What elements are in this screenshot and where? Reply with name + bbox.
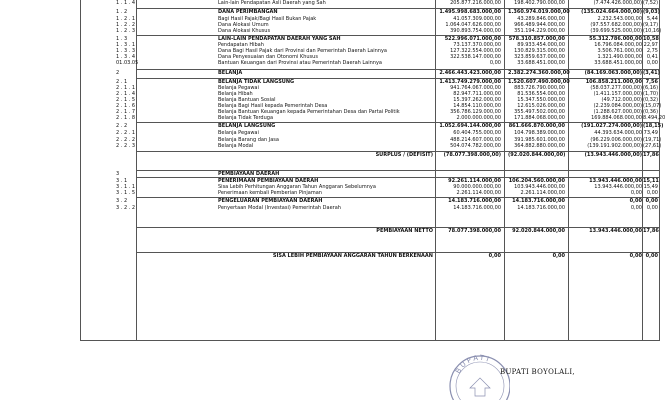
budget-table	[80, 0, 665, 340]
row-revised-value: 2.261.114.000,00	[520, 190, 565, 196]
row-budget-value: 14.854.110.000,00	[453, 103, 501, 109]
row-revised-value: 1.360.974.019.000,00	[508, 9, 570, 15]
table-row	[80, 28, 660, 34]
row-revised-value: 15.347.550.000,00	[517, 97, 565, 103]
row-code: 2 . 1 . 1	[116, 85, 136, 91]
row-code: 2 . 2	[116, 123, 128, 129]
row-budget-value: 2.261.114.000,00	[456, 190, 501, 196]
row-budget-value: 1.413.749.279.000,00	[439, 79, 501, 85]
row-budget-value: 2.000.000.000,00	[456, 115, 501, 121]
row-revised-value: 0,00	[552, 253, 565, 259]
row-revised-value: 43.289.846.000,00	[517, 16, 565, 22]
row-code	[116, 152, 160, 158]
row-difference-value: (1.288.627.000,00)	[593, 109, 642, 115]
row-code: 1 . 1 . 4	[116, 0, 136, 6]
row-account-name: Belanja Bagi Hasil kepada Pemerintah Desa	[218, 103, 328, 109]
row-percent-value: 10,58	[643, 36, 659, 42]
section-rule	[136, 170, 660, 171]
row-revised-value: 92.020.844.000,00	[512, 228, 565, 234]
row-difference-value: 0,00	[629, 198, 642, 204]
row-revised-value: 355.497.502.000,00	[514, 109, 565, 115]
row-percent-value: (19,71)	[643, 137, 662, 143]
row-difference-value: 13.943.446.000,00	[589, 178, 642, 184]
row-percent-value: 0,00	[645, 253, 658, 259]
row-revised-value: 966.489.944.000,00	[514, 22, 565, 28]
table-row	[80, 70, 660, 76]
row-difference-value: 0,00	[630, 190, 642, 196]
row-code: 2	[116, 70, 120, 76]
row-code: 1 . 2	[116, 9, 128, 15]
row-budget-value: 0,00	[489, 60, 501, 66]
row-account-name: Dana Penyesuaian dan Otonomi Khusus	[218, 54, 318, 60]
table-row	[80, 228, 660, 234]
row-difference-value: 0,00	[629, 253, 642, 259]
table-row	[80, 253, 660, 259]
row-budget-value: 78.077.398.000,00	[448, 228, 501, 234]
row-percent-value: 2,75	[646, 48, 658, 54]
row-budget-value: 60.404.755.000,00	[453, 130, 501, 136]
row-account-name: Bagi Hasil Pajak/Bagi Hasil Bukan Pajak	[218, 16, 317, 22]
row-budget-value: 1.064.047.626.000,00	[445, 22, 501, 28]
row-code: 2 . 1 . 8	[116, 115, 136, 121]
row-account-name: SISA LEBIH PEMBIAYAAN ANGGARAN TAHUN BERKENAAN	[272, 253, 433, 259]
row-budget-value: 14.183.716.000,00	[448, 198, 501, 204]
row-revised-value: 198.402.790.000,00	[514, 0, 565, 6]
row-code	[116, 228, 160, 234]
table-row	[80, 143, 660, 149]
row-revised-value: 391.985.601.000,00	[514, 137, 565, 143]
row-code: 2 . 2 . 2	[116, 137, 136, 143]
row-account-name: LAIN-LAIN PENDAPATAN DAERAH YANG SAH	[218, 36, 341, 42]
row-budget-value: 522.996.071.000,00	[444, 36, 501, 42]
row-percent-value: 17,86	[643, 152, 659, 158]
row-account-name: Belanja Bantuan Keuangan kepada Pemerintahan Desa dan Partai Politik	[218, 109, 400, 115]
section-rule	[136, 122, 660, 123]
section-rule	[136, 177, 660, 178]
row-budget-value: 205.877.216.000,00	[450, 0, 501, 6]
row-code: 2 . 2 . 3	[116, 143, 136, 149]
row-account-name: Belanja Pegawai	[218, 85, 259, 91]
row-difference-value: 44.393.634.000,00	[594, 130, 642, 136]
row-difference-value: (39.699.525.000,00)	[590, 28, 642, 34]
row-budget-value: 390.893.754.000,00	[450, 28, 501, 34]
row-account-name: BELANJA	[218, 70, 243, 76]
row-budget-value: 127.322.554.000,00	[450, 48, 501, 54]
row-difference-value: 3.506.761.000,00	[597, 48, 642, 54]
row-budget-value: 941.764.067.000,00	[450, 85, 501, 91]
row-revised-value: 883.726.790.000,00	[514, 85, 565, 91]
row-account-name: Sisa Lebih Perhitungan Anggaran Tahun Anggaran Sebelumnya	[218, 184, 376, 190]
row-code: 1 . 2 . 3	[116, 28, 136, 34]
row-difference-value: 106.858.211.000,00	[585, 79, 642, 85]
row-code: 3 . 2 . 2	[116, 205, 136, 211]
table-row	[80, 123, 664, 129]
row-account-name: Belanja Pegawai	[218, 130, 259, 136]
row-difference-value: (7.474.426.000,00)	[593, 0, 642, 6]
row-budget-value: 14.183.716.000,00	[453, 205, 501, 211]
row-account-name: PENERIMAAN PEMBIAYAAN DAERAH	[218, 178, 319, 184]
row-difference-value: 55.312.786.000,00	[589, 36, 642, 42]
row-revised-value: 351.194.229.000,00	[514, 28, 565, 34]
row-code: 1 . 3 . 4	[116, 54, 136, 60]
row-percent-value: (7,52)	[643, 0, 659, 6]
row-revised-value: 33.688.451.000,00	[517, 60, 565, 66]
row-account-name: PENGELUARAN PEMBIAYAAN DAERAH	[218, 198, 323, 204]
section-rule	[136, 69, 660, 70]
row-revised-value: 12.615.026.000,00	[517, 103, 565, 109]
row-budget-value: (78.077.398.000,00)	[443, 152, 501, 158]
row-budget-value: 15.397.262.000,00	[453, 97, 501, 103]
row-percent-value: (3,41)	[643, 70, 660, 76]
signature-block	[440, 348, 660, 400]
row-difference-value: 33.688.451.000,00	[594, 60, 642, 66]
row-budget-value: 322.538.147.000,00	[450, 54, 501, 60]
row-code: 3	[116, 171, 120, 177]
row-code: 2 . 1 . 4	[116, 91, 136, 97]
row-code: 01.03.05	[116, 60, 139, 66]
row-difference-value: (96.229.006.000,00)	[590, 137, 642, 143]
row-difference-value: (135.024.664.000,00)	[581, 9, 642, 15]
row-account-name: Dana Alokasi Umum	[218, 22, 269, 28]
row-revised-value: 171.884.068.000,00	[514, 115, 565, 121]
table-row	[80, 205, 660, 211]
row-code: 3 . 1 . 5	[116, 190, 136, 196]
row-percent-value: 7,56	[645, 79, 658, 85]
row-revised-value: 106.204.560.000,00	[508, 178, 565, 184]
table-row	[80, 198, 660, 204]
section-rule	[136, 252, 660, 253]
row-revised-value: 578.310.857.000,00	[508, 36, 565, 42]
row-account-name: Dana Bagi Hasil Pajak dari Provinsi dan Pemerintah Daerah Lainnya	[218, 48, 387, 54]
row-difference-value: (84.169.063.000,00)	[584, 70, 642, 76]
row-revised-value: 1.520.607.490.000,00	[508, 79, 570, 85]
row-percent-value: (10,16)	[643, 28, 662, 34]
row-difference-value: 0,00	[630, 205, 642, 211]
row-code: 3 . 1	[116, 178, 128, 184]
row-revised-value: 14.183.716.000,00	[512, 198, 565, 204]
row-account-name: Belanja Modal	[218, 143, 254, 149]
row-code: 3 . 1 . 1	[116, 184, 136, 190]
row-difference-value: (191.027.274.000,00)	[581, 123, 642, 129]
table-border-bottom	[80, 340, 660, 341]
row-account-name: DANA PERIMBANGAN	[218, 9, 278, 15]
row-account-name: Penerimaan kembali Pemberian Pinjaman	[218, 190, 322, 196]
row-revised-value: 323.859.637.000,00	[514, 54, 565, 60]
table-row	[80, 9, 660, 15]
row-percent-value: 15,49	[643, 184, 658, 190]
row-revised-value: 14.183.716.000,00	[517, 205, 565, 211]
row-percent-value: (18,15)	[643, 123, 664, 129]
row-code: 1 . 3	[116, 36, 128, 42]
section-rule	[136, 35, 660, 36]
row-account-name: Bantuan Keuangan dari Provinsi atau Pemerintah Daerah Lainnya	[218, 60, 382, 66]
row-percent-value: (0,36)	[643, 109, 659, 115]
row-budget-value: 356.786.129.000,00	[450, 109, 501, 115]
table-row	[80, 152, 660, 158]
row-code: 2 . 1 . 5	[116, 97, 136, 103]
row-difference-value: 13.943.446.000,00	[594, 184, 642, 190]
row-percent-value: 15,11	[643, 178, 659, 184]
row-percent-value: 5,44	[646, 16, 658, 22]
table-row	[80, 0, 660, 6]
row-account-name: PEMBIAYAAN NETTO	[376, 228, 433, 234]
row-difference-value: 169.884.068.000,00	[591, 115, 642, 121]
row-difference-value: 16.796.084.000,00	[594, 42, 642, 48]
row-budget-value: 1.052.694.144.000,00	[439, 123, 501, 129]
row-revised-value: 104.798.389.000,00	[514, 130, 565, 136]
row-difference-value: 2.232.543.000,00	[597, 16, 642, 22]
row-percent-value: 0,00	[645, 198, 658, 204]
row-code: 2 . 1 . 6	[116, 103, 136, 109]
row-revised-value: 2.382.274.360.000,00	[508, 70, 570, 76]
section-rule	[136, 78, 660, 79]
row-code: 1 . 2 . 1	[116, 16, 136, 22]
row-percent-value: 17,86	[643, 228, 659, 234]
row-budget-value: 504.074.782.000,00	[450, 143, 501, 149]
row-code: 1 . 3 . 3	[116, 48, 136, 54]
table-row	[80, 130, 660, 136]
row-revised-value: 364.882.880.000,00	[514, 143, 565, 149]
row-account-name: Belanja Barang dan Jasa	[218, 137, 279, 143]
row-code: 3 . 2	[116, 198, 128, 204]
table-row	[80, 115, 665, 121]
section-rule	[136, 151, 660, 152]
row-account-name: Penyertaan Modal (Investasi) Pemerintah Daerah	[218, 205, 341, 211]
row-code: 2 . 2 . 1	[116, 130, 136, 136]
row-percent-value: 0,41	[646, 54, 658, 60]
row-account-name: PEMBIAYAAN DAERAH	[218, 171, 280, 177]
section-rule	[136, 197, 660, 198]
row-code: 1 . 2 . 2	[116, 22, 136, 28]
row-account-name: Belanja Hibah	[218, 91, 253, 97]
row-percent-value: 8.494,20	[643, 115, 665, 121]
row-difference-value: 13.943.446.000,00	[589, 228, 642, 234]
row-budget-value: 488.214.607.000,00	[450, 137, 501, 143]
row-percent-value: (9,03)	[643, 9, 660, 15]
row-difference-value: (49.712.000,00)	[601, 97, 642, 103]
row-account-name: Belanja Bantuan Sosial	[218, 97, 276, 103]
row-budget-value: 41.057.309.000,00	[453, 16, 501, 22]
row-account-name: Pendapatan Hibah	[218, 42, 264, 48]
row-budget-value: 73.137.370.000,00	[453, 42, 501, 48]
row-difference-value: (97.557.682.000,00)	[590, 22, 642, 28]
row-difference-value: (13.943.446.000,00)	[584, 152, 642, 158]
row-account-name: BELANJA TIDAK LANGSUNG	[218, 79, 295, 85]
row-code: 1 . 3 . 1	[116, 42, 136, 48]
row-difference-value: 1.321.490.000,00	[597, 54, 642, 60]
row-percent-value: 0,00	[646, 205, 658, 211]
svg-text:BUPATI: BUPATI	[454, 353, 492, 376]
row-code	[116, 253, 160, 259]
row-percent-value: (6,16)	[643, 85, 659, 91]
row-account-name: SURPLUS / (DEFISIT)	[375, 152, 433, 158]
row-difference-value: (139.191.902.000,00)	[587, 143, 642, 149]
row-budget-value: 1.495.998.683.000,00	[439, 9, 501, 15]
row-budget-value: 82.947.711.000,00	[453, 91, 501, 97]
row-code: 2 . 1 . 7	[116, 109, 136, 115]
row-revised-value: (92.020.844.000,00)	[508, 152, 566, 158]
row-revised-value: 89.933.454.000,00	[517, 42, 565, 48]
row-budget-value: 92.261.114.000,00	[448, 178, 501, 184]
row-percent-value: (15,07)	[643, 103, 662, 109]
row-account-name: Belanja Tidak Terduga	[218, 115, 274, 121]
row-percent-value: 0,00	[646, 190, 658, 196]
row-percent-value: 73,49	[643, 130, 658, 136]
table-row	[80, 60, 660, 66]
section-rule	[136, 227, 660, 228]
row-percent-value: (1,70)	[643, 91, 659, 97]
row-percent-value: (9,17)	[643, 22, 659, 28]
row-percent-value: 0,00	[646, 60, 658, 66]
section-rule	[136, 8, 660, 9]
row-percent-value: (27,61)	[643, 143, 662, 149]
row-code: 2 . 1	[116, 79, 128, 85]
row-difference-value: (1.411.157.000,00)	[593, 91, 642, 97]
row-account-name: BELANJA LANGSUNG	[218, 123, 276, 129]
row-revised-value: 130.829.315.000,00	[514, 48, 565, 54]
row-budget-value: 2.466.443.423.000,00	[439, 70, 501, 76]
row-account-name: Dana Alokasi Khusus	[218, 28, 271, 34]
signatory-title: BUPATI BOYOLALI,	[500, 368, 575, 376]
row-revised-value: 103.943.446.000,00	[514, 184, 565, 190]
row-budget-value: 90.000.000.000,00	[453, 184, 501, 190]
table-row	[80, 190, 660, 196]
row-difference-value: (2.239.084.000,00)	[593, 103, 642, 109]
row-difference-value: (58.037.277.000,00)	[590, 85, 642, 91]
row-revised-value: 861.666.870.000,00	[508, 123, 565, 129]
row-percent-value: (0,32)	[643, 97, 659, 103]
row-account-name: Lain-lain Pendapatan Asli Daerah yang Sah	[218, 0, 326, 6]
row-percent-value: 22,97	[643, 42, 658, 48]
row-revised-value: 81.536.554.000,00	[517, 91, 565, 97]
row-budget-value: 0,00	[488, 253, 501, 259]
